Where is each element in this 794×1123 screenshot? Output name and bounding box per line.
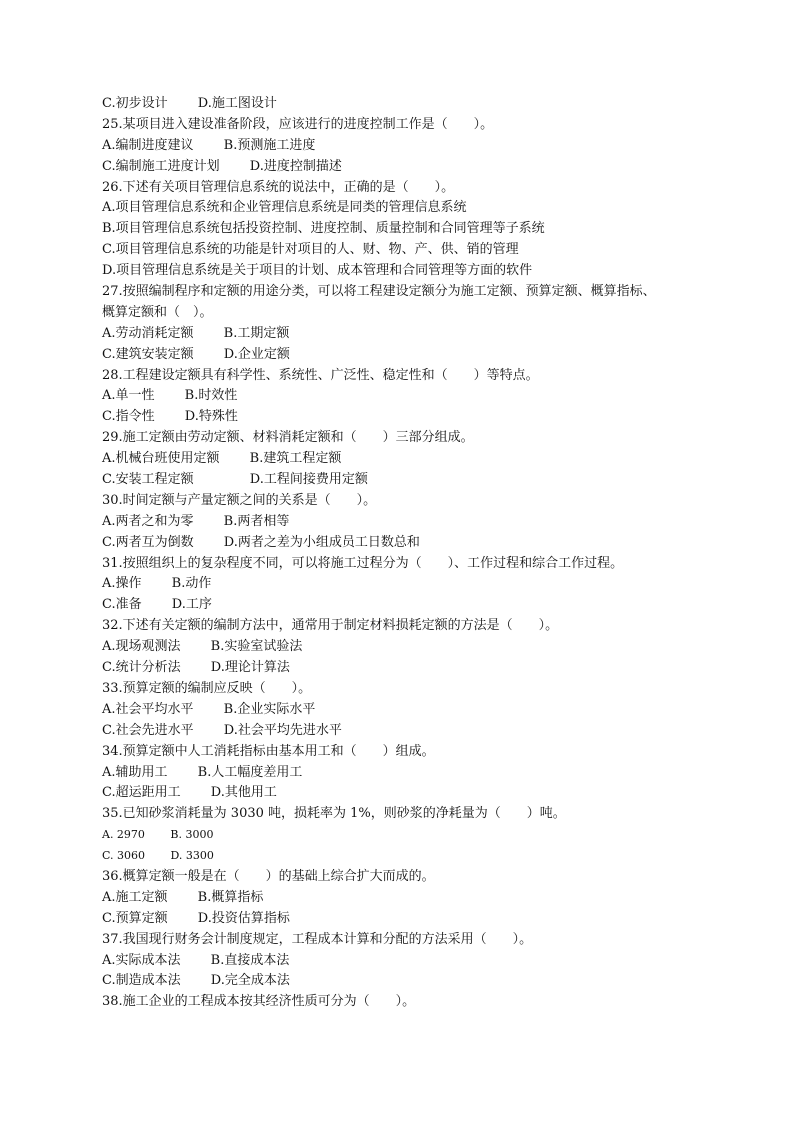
question-38: 38.施工企业的工程成本按其经济性质可分为（ ）。 [102,994,416,1010]
options-line: A.编制进度建议 B.预测施工进度 [102,137,316,153]
question-25: 25.某项目进入建设准备阶段，应该进行的进度控制工作是（ ）。 [102,116,494,132]
options-line: A.操作 B.动作 [102,576,212,592]
option-a: A.项目管理信息系统和企业管理信息系统是同类的管理信息系统 [102,200,467,216]
question-35: 35.已知砂浆消耗量为 3030 吨，损耗率为 1%，则砂浆的净耗量为（ ）吨。 [102,806,566,822]
option-c: C.项目管理信息系统的功能是针对项目的人、财、物、产、供、销的管理 [102,242,519,258]
question-33: 33.预算定额的编制应反映（ ）。 [102,680,312,696]
options-line: A.施工定额 B.概算指标 [102,889,264,905]
question-34: 34.预算定额中人工消耗指标由基本用工和（ ）组成。 [102,743,435,759]
options-line: C.制造成本法 D.完全成本法 [102,973,290,989]
options-line: A. 2970 B. 3000 [102,828,214,842]
options-line: C.预算定额 D.投资估算指标 [102,910,290,926]
question-28: 28.工程建设定额具有科学性、系统性、广泛性、稳定性和（ ）等特点。 [102,367,539,383]
options-line: A.劳动消耗定额 B.工期定额 [102,325,290,341]
options-line: C.两者互为倒数 D.两者之差为小组成员工日数总和 [102,534,420,550]
question-30: 30.时间定额与产量定额之间的关系是（ ）。 [102,492,377,508]
options-line: A.实际成本法 B.直接成本法 [102,952,290,968]
options-line: A.辅助用工 B.人工幅度差用工 [102,764,303,780]
question-29: 29.施工定额由劳动定额、材料消耗定额和（ ）三部分组成。 [102,430,474,446]
options-line: C.超运距用工 D.其他用工 [102,785,277,801]
options-line: C.统计分析法 D.理论计算法 [102,660,290,676]
option-d: D.项目管理信息系统是关于项目的计划、成本管理和合同管理等方面的软件 [102,263,533,279]
question-31: 31.按照组织上的复杂程度不同，可以将施工过程分为（ ）、工作过程和综合工作过程。 [102,555,624,571]
options-line: A.机械台班使用定额 B.建筑工程定额 [102,451,342,467]
options-line: C.准备 D.工序 [102,597,212,613]
text-line: C.初步设计 D.施工图设计 [102,96,277,111]
options-line: C.指令性 D.特殊性 [102,409,238,425]
question-27: 27.按照编制程序和定额的用途分类，可以将工程建设定额分为施工定额、预算定额、概算指标、 [102,284,656,300]
options-line: A.社会平均水平 B.企业实际水平 [102,701,316,717]
question-37: 37.我国现行财务会计制度规定，工程成本计算和分配的方法采用（ ）。 [102,931,533,947]
options-line: C.建筑安装定额 D.企业定额 [102,346,290,362]
options-line: C. 3060 D. 3300 [102,849,214,863]
options-line: A.两者之和为零 B.两者相等 [102,513,290,529]
question-36: 36.概算定额一般是在（ ）的基础上综合扩大而成的。 [102,868,435,884]
option-b: B.项目管理信息系统包括投资控制、进度控制、质量控制和合同管理等子系统 [102,221,545,237]
options-line: C.安装工程定额 D.工程间接费用定额 [102,472,368,488]
document-page [102,94,702,1013]
options-line: C.社会先进水平 D.社会平均先进水平 [102,722,342,738]
question-26: 26.下述有关项目管理信息系统的说法中，正确的是（ ）。 [102,179,455,195]
options-line: A.现场观测法 B.实验室试验法 [102,639,303,655]
options-line: A.单一性 B.时效性 [102,388,238,404]
question-27-cont: 概算定额和（ ）。 [102,304,213,320]
options-line: C.编制施工进度计划 D.进度控制描述 [102,158,342,174]
question-32: 32.下述有关定额的编制方法中，通常用于制定材料损耗定额的方法是（ ）。 [102,618,559,634]
